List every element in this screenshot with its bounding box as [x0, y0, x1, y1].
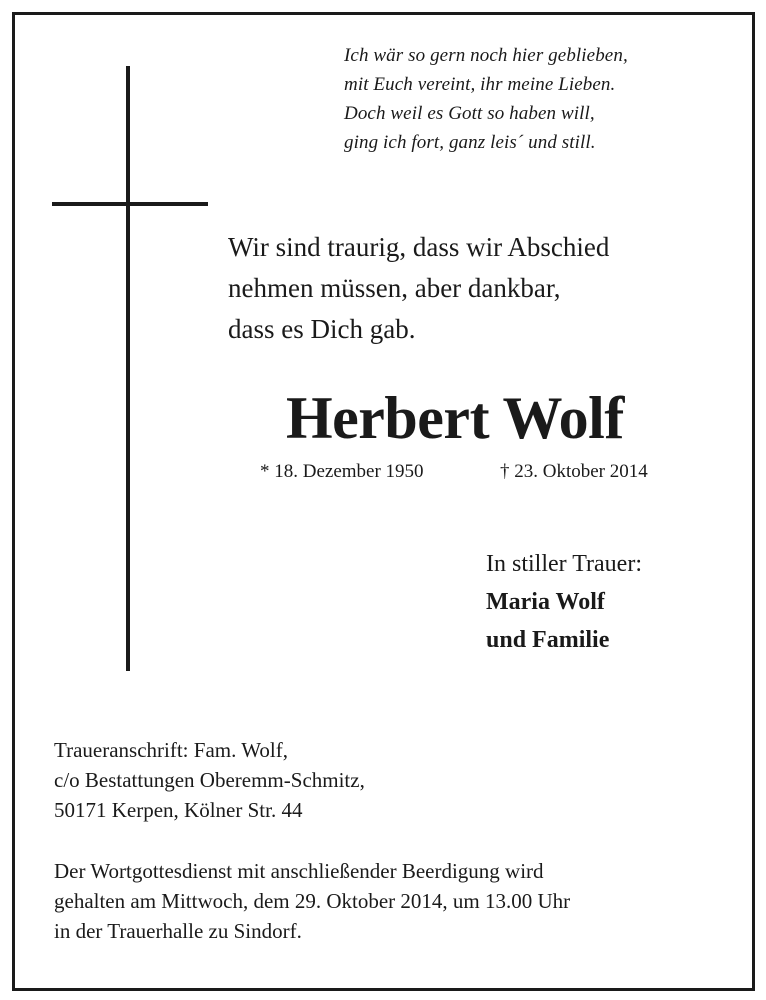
service-line: gehalten am Mittwoch, dem 29. Oktober 2014, um 13.00 Uhr	[54, 889, 571, 913]
address-line: c/o Bestattungen Oberemm-Schmitz,	[54, 768, 365, 792]
mourners-block	[486, 545, 642, 659]
poem-line: ging ich fort, ganz leis´ und still.	[344, 132, 596, 153]
poem-line: Doch weil es Gott so haben will,	[344, 103, 595, 124]
poem-line: mit Euch vereint, ihr meine Lieben.	[344, 74, 616, 95]
service-line: in der Trauerhalle zu Sindorf.	[54, 919, 302, 943]
farewell-line: Wir sind traurig, dass wir Abschied	[228, 232, 610, 262]
mourning-address	[54, 735, 365, 825]
poem-line: Ich wär so gern noch hier geblieben,	[344, 45, 628, 66]
mourners-name: Maria Wolf	[486, 589, 605, 615]
poem-verse	[344, 41, 628, 157]
black-border-frame	[12, 12, 755, 991]
death-date: † 23. Oktober 2014	[500, 461, 648, 482]
address-line: 50171 Kerpen, Kölner Str. 44	[54, 798, 303, 822]
farewell-line: dass es Dich gab.	[228, 314, 416, 344]
address-line: Traueranschrift: Fam. Wolf,	[54, 738, 288, 762]
service-information	[54, 856, 570, 946]
cross-horizontal-bar	[52, 202, 208, 206]
birth-date: * 18. Dezember 1950	[260, 461, 424, 482]
service-line: Der Wortgottesdienst mit anschließender Beerdigung wird	[54, 859, 544, 883]
mourners-family: und Familie	[486, 627, 610, 653]
farewell-statement	[228, 227, 609, 350]
deceased-name: Herbert Wolf	[286, 385, 624, 451]
mourners-heading: In stiller Trauer:	[486, 551, 642, 577]
farewell-line: nehmen müssen, aber dankbar,	[228, 273, 561, 303]
cross-vertical-bar	[126, 66, 130, 671]
